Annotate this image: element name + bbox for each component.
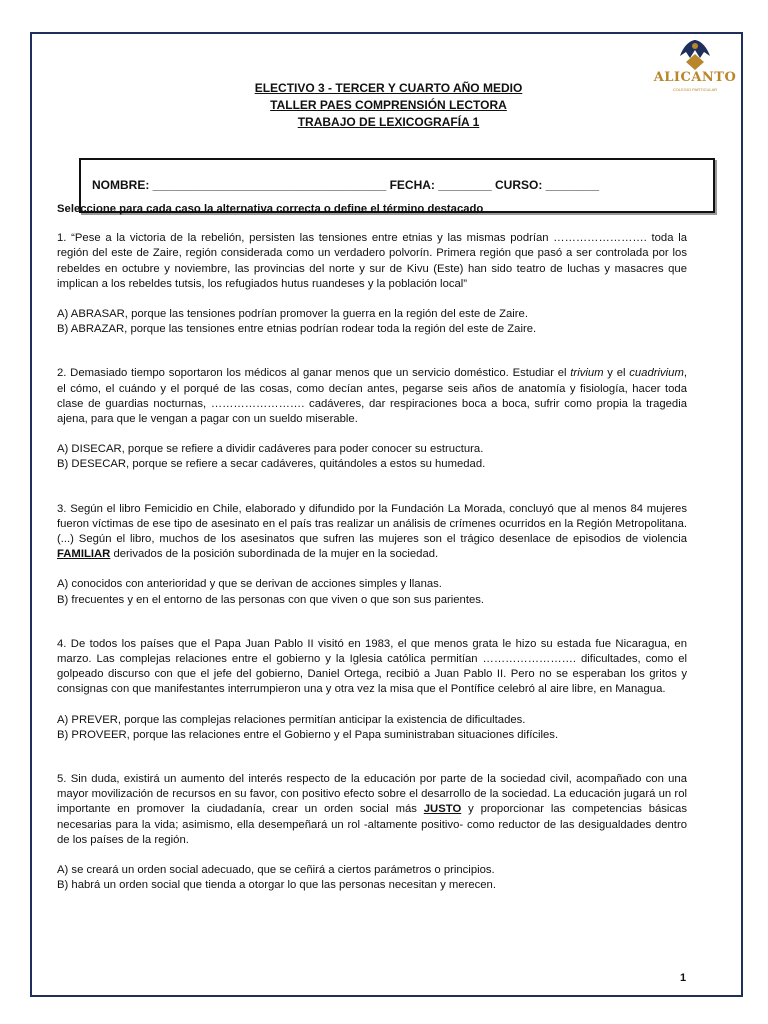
question-2-term-cuadrivium: cuadrivium [629,367,684,380]
question-3-option-a[interactable]: A) conocidos con anterioridad y que se derivan de acciones simples y llanas. [57,578,442,591]
question-2-text-2: y el [603,367,630,380]
question-5-text-2: y proporcionar las competencias básicas necesarias para la vida; asimismo, ella desempeñará un rol -altamente positivo- como reductor de las desigualdades dentro de los países de la región. [57,803,687,846]
question-1: 1. “Pese a la victoria de la rebelión, persisten las tensiones entre etnias y las mismas podrían ……………………. toda la región del este de Zaire, región considerada como un verdadero polvorín. Primera región que pasó a ser controlada por los rebeldes en octubre y noviembre, las provincias del norte y sur de Kivu (Este) han sido teatro de luchas y masacres que implican a los rebeldes tutsis, los refugiados hutus ruandeses y la población local” [57,232,687,290]
header-line-2: TALLER PAES COMPRENSIÓN LECTORA [270,98,507,112]
question-5-text-1: 5. Sin duda, existirá un aumento del interés respecto de la educación por parte de la sociedad civil, acompañado con una mayor movilización de recursos en su favor, con positivo efecto sobre el desarrollo de la sociedad. La educación jugará un rol importante en promover la ciudadanía, crear un orden social más [57,773,687,816]
question-1-option-a[interactable]: A) ABRASAR, porque las tensiones podrían promover la guerra en la región del este de Zaire. [57,308,528,321]
question-4-option-a[interactable]: A) PREVER, porque las complejas relaciones permitían anticipar la existencia de dificultades. [57,713,526,726]
question-5 [57,772,687,848]
question-1-options [57,307,687,337]
instructions: Seleccione para cada caso la alternativa correcta o define el término destacado [57,203,484,215]
exercise-content [57,202,687,894]
eagle-crest-icon [650,36,740,72]
curso-label: CURSO: [491,178,546,192]
question-2 [57,366,687,427]
question-3-text-2: derivados de la posición subordinada de la mujer en la sociedad. [110,548,439,561]
question-4-option-b[interactable]: B) PROVEER, porque las relaciones entre el Gobierno y el Papa suministraban situaciones difíciles. [57,728,559,741]
question-1-option-b[interactable]: B) ABRAZAR, porque las tensiones entre etnias podrían rodear toda la región del este de Zaire. [57,323,537,336]
nombre-field[interactable]: ___________________________________ [152,178,387,192]
header-line-1: ELECTIVO 3 - TERCER Y CUARTO AÑO MEDIO [254,81,523,95]
question-2-option-b[interactable]: B) DESECAR, porque se refiere a secar cadáveres, quitándoles a estos su humedad. [57,458,486,471]
question-2-term-trivium: trivium [570,367,604,380]
question-5-options [57,863,687,893]
question-5-option-b[interactable]: B) habrá un orden social que tienda a otorgar lo que las personas necesitan y merecen. [57,879,496,892]
question-3-text-1: 3. Según el libro Femicidio en Chile, elaborado y difundido por la Fundación La Morada, concluyó que al menos 84 mujeres fueron víctimas de ese tipo de asesinato en el país tras realizar un análisis de crímenes ocurridos en la Región Metropolitana. (...) Según el libro, muchos de los asesinatos que sufren las mujeres son el trágico desenlace de episodios de violencia [57,502,687,546]
student-info-line [92,178,599,192]
question-4: 4. De todos los países que el Papa Juan Pablo II visitó en 1983, el que menos grata le hizo su estada fue Nicaragua, en marzo. Las complejas relaciones entre el gobierno y la Iglesia católica permitían ……………………. dificultades, como el golpeado discurso con que el jefe del gobierno, Daniel Ortega, recibió a Juan Pablo II. Pero no se esperaban los gritos y consignas con que manifestantes interrumpieron una y otra vez la misa que el Pontífice celebró al aire libre, en Managua. [57,637,687,696]
page-number: 1 [680,972,687,984]
question-3-highlighted-term: FAMILIAR [57,548,111,561]
question-2-text-3: , el cómo, el cuándo y el porqué de las cosas, como decían antes, pegarse seis años de anatomía y fisiología, hacer toda clase de guardias nocturnas, ……………………. cadáveres, dar respiraciones boca a boca, sufrir como propia la tragedia ajena, para que le vengan a pagar con un sueldo miserable. [57,367,687,426]
nombre-label: NOMBRE: [92,178,153,192]
fecha-field[interactable]: ________ [438,178,492,192]
question-3-options [57,577,687,607]
logo-wordmark: ALICANTO [653,70,737,85]
header-line-3: TRABAJO DE LEXICOGRAFÍA 1 [297,115,480,129]
question-3 [57,502,687,563]
document-header [32,80,745,131]
question-3-option-b[interactable]: B) frecuentes y en el entorno de las personas con que viven o que son sus parientes. [57,593,485,606]
curso-field[interactable]: ________ [545,178,600,192]
question-2-options [57,442,687,472]
question-5-highlighted-term: JUSTO [423,803,462,816]
question-4-options [57,713,687,743]
question-2-option-a[interactable]: A) DISECAR, porque se refiere a dividir cadáveres para poder conocer su estructura. [57,443,484,456]
question-2-text-1: 2. Demasiado tiempo soportaron los médicos al ganar menos que un servicio doméstico. Estudiar el [57,367,571,380]
logo-subtitle: COLEGIO PARTICULAR [672,87,718,92]
question-5-option-a[interactable]: A) se creará un orden social adecuado, que se ceñirá a ciertos parámetros o principios. [57,864,495,877]
fecha-label: FECHA: [386,178,439,192]
